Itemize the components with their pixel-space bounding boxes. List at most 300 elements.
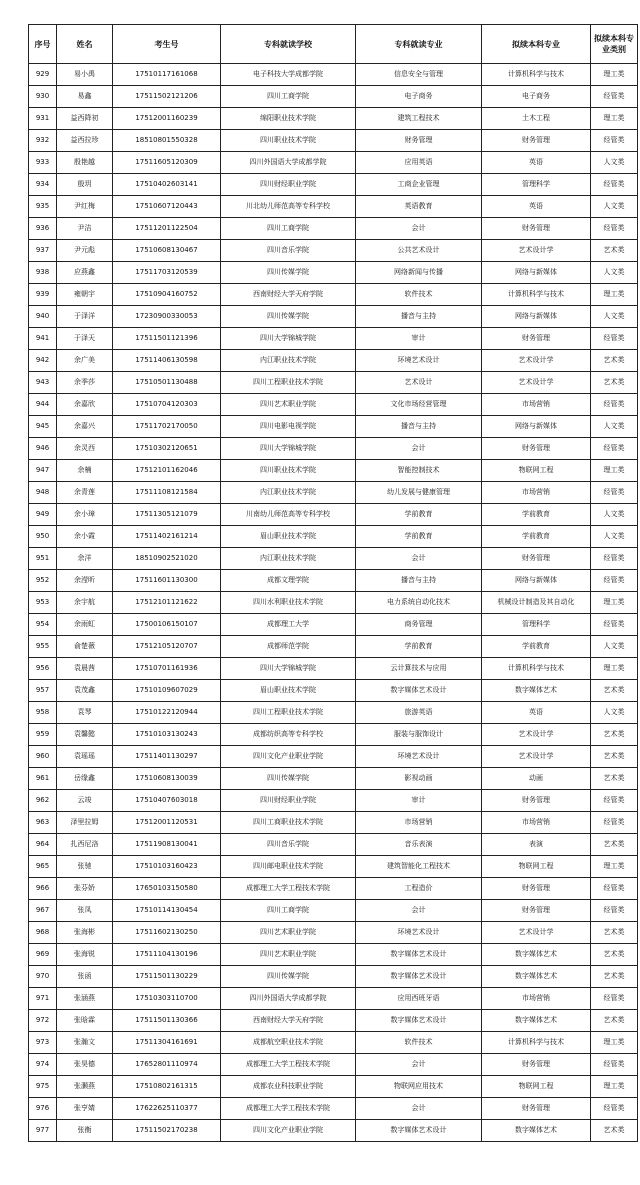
cell-serial: 960 — [29, 746, 57, 768]
cell-exam-number: 18510902521020 — [113, 548, 221, 570]
table-row — [29, 394, 638, 416]
cell-exam-number: 17650103150580 — [113, 878, 221, 900]
cell-serial: 967 — [29, 900, 57, 922]
cell-name: 袁馨懿 — [57, 724, 113, 746]
cell-exam-number: 17511104130196 — [113, 944, 221, 966]
cell-college: 川南幼儿师范高等专科学校 — [221, 504, 356, 526]
table-row — [29, 328, 638, 350]
cell-target-category: 理工类 — [591, 64, 638, 86]
cell-college-major: 应用西班牙语 — [356, 988, 482, 1010]
cell-target-category: 经管类 — [591, 900, 638, 922]
header-name: 姓名 — [57, 25, 113, 64]
cell-target-major: 计算机科学与技术 — [482, 64, 591, 86]
table-row — [29, 1010, 638, 1032]
cell-college-major: 数字媒体艺术设计 — [356, 680, 482, 702]
table-row — [29, 834, 638, 856]
cell-college: 四川传媒学院 — [221, 966, 356, 988]
cell-name: 岳缘鑫 — [57, 768, 113, 790]
cell-target-major: 网络与新媒体 — [482, 570, 591, 592]
table-row — [29, 416, 638, 438]
cell-target-major: 网络与新媒体 — [482, 416, 591, 438]
cell-college: 四川财经职业学院 — [221, 790, 356, 812]
cell-serial: 936 — [29, 218, 57, 240]
cell-name: 余小璋 — [57, 504, 113, 526]
cell-exam-number: 17510114130454 — [113, 900, 221, 922]
cell-target-category: 经管类 — [591, 812, 638, 834]
cell-serial: 962 — [29, 790, 57, 812]
cell-target-category: 理工类 — [591, 460, 638, 482]
cell-target-major: 数字媒体艺术 — [482, 1010, 591, 1032]
cell-target-major: 电子商务 — [482, 86, 591, 108]
cell-college: 四川艺术职业学院 — [221, 922, 356, 944]
cell-exam-number: 17510402603141 — [113, 174, 221, 196]
table-row — [29, 746, 638, 768]
table-row — [29, 218, 638, 240]
cell-target-major: 物联网工程 — [482, 460, 591, 482]
cell-name: 余楠 — [57, 460, 113, 482]
header-target-major: 拟续本科专业 — [482, 25, 591, 64]
cell-college-major: 会计 — [356, 548, 482, 570]
table-row — [29, 372, 638, 394]
cell-name: 余宇航 — [57, 592, 113, 614]
cell-college: 四川艺术职业学院 — [221, 944, 356, 966]
cell-name: 张衡 — [57, 1120, 113, 1142]
cell-target-major: 数字媒体艺术 — [482, 1120, 591, 1142]
cell-exam-number: 17512001120531 — [113, 812, 221, 834]
cell-target-category: 经管类 — [591, 328, 638, 350]
cell-name: 张涵燕 — [57, 988, 113, 1010]
cell-exam-number: 17510704120303 — [113, 394, 221, 416]
cell-college-major: 审计 — [356, 790, 482, 812]
cell-college: 四川财经职业学院 — [221, 174, 356, 196]
cell-name: 张瀚文 — [57, 1032, 113, 1054]
cell-college: 四川传媒学院 — [221, 262, 356, 284]
cell-college: 川北幼儿师范高等专科学校 — [221, 196, 356, 218]
cell-name: 张海锐 — [57, 944, 113, 966]
cell-serial: 946 — [29, 438, 57, 460]
cell-target-category: 艺术类 — [591, 724, 638, 746]
cell-target-category: 经管类 — [591, 1098, 638, 1120]
cell-exam-number: 17511401130297 — [113, 746, 221, 768]
cell-target-major: 市场营销 — [482, 482, 591, 504]
table-row — [29, 262, 638, 284]
cell-college-major: 播音与主持 — [356, 570, 482, 592]
table-row — [29, 702, 638, 724]
cell-exam-number: 17510122120944 — [113, 702, 221, 724]
cell-college-major: 影视动画 — [356, 768, 482, 790]
cell-college: 成都文理学院 — [221, 570, 356, 592]
cell-college-major: 学前教育 — [356, 526, 482, 548]
cell-name: 泽里拉姆 — [57, 812, 113, 834]
cell-college: 四川邮电职业技术学院 — [221, 856, 356, 878]
table-row — [29, 526, 638, 548]
cell-target-major: 财务管理 — [482, 218, 591, 240]
cell-serial: 976 — [29, 1098, 57, 1120]
cell-college: 四川传媒学院 — [221, 306, 356, 328]
cell-exam-number: 17510608130467 — [113, 240, 221, 262]
table-row — [29, 658, 638, 680]
cell-college: 四川大学锦城学院 — [221, 328, 356, 350]
cell-college: 四川大学锦城学院 — [221, 438, 356, 460]
cell-college: 成都纺织高等专科学校 — [221, 724, 356, 746]
cell-college: 四川工程职业技术学院 — [221, 702, 356, 724]
cell-exam-number: 17510303110700 — [113, 988, 221, 1010]
cell-target-category: 人文类 — [591, 306, 638, 328]
cell-target-major: 英语 — [482, 152, 591, 174]
cell-serial: 954 — [29, 614, 57, 636]
cell-serial: 961 — [29, 768, 57, 790]
cell-exam-number: 17510407603018 — [113, 790, 221, 812]
cell-college-major: 播音与主持 — [356, 306, 482, 328]
cell-college-major: 数字媒体艺术设计 — [356, 944, 482, 966]
cell-exam-number: 17511406130598 — [113, 350, 221, 372]
cell-college-major: 会计 — [356, 438, 482, 460]
header-college-major: 专科就读专业 — [356, 25, 482, 64]
cell-exam-number: 17512101121622 — [113, 592, 221, 614]
cell-target-category: 经管类 — [591, 614, 638, 636]
table-row — [29, 152, 638, 174]
cell-target-major: 物联网工程 — [482, 856, 591, 878]
table-row — [29, 306, 638, 328]
cell-college: 四川职业技术学院 — [221, 130, 356, 152]
cell-college: 四川外国语大学成都学院 — [221, 152, 356, 174]
cell-college-major: 音乐表演 — [356, 834, 482, 856]
cell-college: 四川工商职业技术学院 — [221, 812, 356, 834]
table-row — [29, 812, 638, 834]
cell-college: 眉山职业技术学院 — [221, 680, 356, 702]
cell-target-major: 计算机科学与技术 — [482, 284, 591, 306]
cell-college-major: 云计算技术与应用 — [356, 658, 482, 680]
cell-exam-number: 17511402161214 — [113, 526, 221, 548]
cell-serial: 953 — [29, 592, 57, 614]
cell-target-category: 艺术类 — [591, 944, 638, 966]
cell-target-category: 理工类 — [591, 856, 638, 878]
cell-name: 袁晨茜 — [57, 658, 113, 680]
header-row — [29, 25, 638, 64]
cell-name: 张昊德 — [57, 1054, 113, 1076]
cell-name: 张海彬 — [57, 922, 113, 944]
cell-target-major: 计算机科学与技术 — [482, 658, 591, 680]
cell-serial: 945 — [29, 416, 57, 438]
cell-exam-number: 17511703120539 — [113, 262, 221, 284]
cell-college: 四川职业技术学院 — [221, 460, 356, 482]
cell-target-category: 艺术类 — [591, 680, 638, 702]
cell-college: 成都农业科技职业学院 — [221, 1076, 356, 1098]
cell-college: 四川工商学院 — [221, 900, 356, 922]
cell-name: 应燕鑫 — [57, 262, 113, 284]
cell-college-major: 物联网应用技术 — [356, 1076, 482, 1098]
cell-target-category: 经管类 — [591, 174, 638, 196]
cell-college-major: 财务管理 — [356, 130, 482, 152]
cell-serial: 929 — [29, 64, 57, 86]
cell-college-major: 公共艺术设计 — [356, 240, 482, 262]
cell-target-category: 人文类 — [591, 526, 638, 548]
cell-exam-number: 17511201122504 — [113, 218, 221, 240]
cell-target-category: 人文类 — [591, 636, 638, 658]
cell-target-category: 经管类 — [591, 790, 638, 812]
cell-name: 袁琴 — [57, 702, 113, 724]
cell-serial: 966 — [29, 878, 57, 900]
table-row — [29, 592, 638, 614]
cell-target-major: 艺术设计学 — [482, 240, 591, 262]
cell-college: 成都理工大学 — [221, 614, 356, 636]
cell-target-category: 艺术类 — [591, 1120, 638, 1142]
cell-name: 余雨虹 — [57, 614, 113, 636]
cell-target-major: 财务管理 — [482, 1054, 591, 1076]
cell-target-category: 人文类 — [591, 504, 638, 526]
table-row — [29, 878, 638, 900]
cell-serial: 942 — [29, 350, 57, 372]
table-row — [29, 240, 638, 262]
cell-serial: 939 — [29, 284, 57, 306]
table-row — [29, 856, 638, 878]
cell-target-category: 经管类 — [591, 570, 638, 592]
cell-target-category: 理工类 — [591, 284, 638, 306]
cell-exam-number: 17510607120443 — [113, 196, 221, 218]
cell-college-major: 学前教育 — [356, 504, 482, 526]
cell-college: 成都师范学院 — [221, 636, 356, 658]
cell-exam-number: 17230900330053 — [113, 306, 221, 328]
cell-exam-number: 17511501130229 — [113, 966, 221, 988]
cell-target-major: 艺术设计学 — [482, 922, 591, 944]
cell-exam-number: 17510701161936 — [113, 658, 221, 680]
cell-target-major: 土木工程 — [482, 108, 591, 130]
table-header — [29, 25, 638, 64]
cell-exam-number: 17510501130488 — [113, 372, 221, 394]
table-row — [29, 790, 638, 812]
cell-target-category: 人文类 — [591, 702, 638, 724]
cell-serial: 959 — [29, 724, 57, 746]
table-row — [29, 1054, 638, 1076]
table-row — [29, 1098, 638, 1120]
cell-name: 益西拉珍 — [57, 130, 113, 152]
cell-name: 袁茂鑫 — [57, 680, 113, 702]
cell-college: 成都理工大学工程技术学院 — [221, 1054, 356, 1076]
cell-college-major: 网络新闻与传播 — [356, 262, 482, 284]
cell-college-major: 幼儿发展与健康管理 — [356, 482, 482, 504]
cell-target-major: 数字媒体艺术 — [482, 680, 591, 702]
cell-name: 易鑫 — [57, 86, 113, 108]
cell-college-major: 会计 — [356, 218, 482, 240]
cell-name: 尹洁 — [57, 218, 113, 240]
cell-college-major: 市场营销 — [356, 812, 482, 834]
cell-name: 张凤 — [57, 900, 113, 922]
cell-college: 四川大学锦城学院 — [221, 658, 356, 680]
cell-target-category: 理工类 — [591, 592, 638, 614]
admission-list-sheet — [28, 24, 634, 1142]
cell-name: 殷玥 — [57, 174, 113, 196]
cell-target-major: 英语 — [482, 196, 591, 218]
cell-serial: 968 — [29, 922, 57, 944]
table-row — [29, 86, 638, 108]
table-body — [29, 64, 638, 1142]
cell-name: 于泽天 — [57, 328, 113, 350]
table-row — [29, 174, 638, 196]
cell-serial: 944 — [29, 394, 57, 416]
table-row — [29, 284, 638, 306]
cell-exam-number: 17511305121079 — [113, 504, 221, 526]
cell-name: 扎西尼洛 — [57, 834, 113, 856]
cell-name: 张芬娇 — [57, 878, 113, 900]
cell-name: 殷艳越 — [57, 152, 113, 174]
cell-exam-number: 17510608130039 — [113, 768, 221, 790]
cell-college: 西南财经大学天府学院 — [221, 284, 356, 306]
cell-exam-number: 18510801550328 — [113, 130, 221, 152]
cell-target-category: 经管类 — [591, 548, 638, 570]
cell-serial: 955 — [29, 636, 57, 658]
cell-college: 眉山职业技术学院 — [221, 526, 356, 548]
table-row — [29, 1120, 638, 1142]
cell-name: 余小霞 — [57, 526, 113, 548]
cell-target-major: 财务管理 — [482, 328, 591, 350]
cell-target-category: 艺术类 — [591, 350, 638, 372]
cell-exam-number: 17511501130366 — [113, 1010, 221, 1032]
cell-serial: 969 — [29, 944, 57, 966]
cell-target-major: 财务管理 — [482, 130, 591, 152]
cell-name: 余滢昕 — [57, 570, 113, 592]
table-row — [29, 504, 638, 526]
cell-college: 四川文化产业职业学院 — [221, 746, 356, 768]
cell-serial: 970 — [29, 966, 57, 988]
cell-college-major: 环境艺术设计 — [356, 746, 482, 768]
cell-target-category: 艺术类 — [591, 922, 638, 944]
cell-name: 余嘉兴 — [57, 416, 113, 438]
cell-name: 余嘉欣 — [57, 394, 113, 416]
cell-target-major: 财务管理 — [482, 1098, 591, 1120]
cell-college: 四川外国语大学成都学院 — [221, 988, 356, 1010]
cell-target-category: 人文类 — [591, 416, 638, 438]
cell-target-major: 学前教育 — [482, 526, 591, 548]
cell-target-major: 市场营销 — [482, 394, 591, 416]
cell-target-category: 人文类 — [591, 262, 638, 284]
cell-target-major: 财务管理 — [482, 878, 591, 900]
table-row — [29, 922, 638, 944]
table-row — [29, 636, 638, 658]
cell-target-category: 理工类 — [591, 108, 638, 130]
cell-target-category: 艺术类 — [591, 240, 638, 262]
cell-college-major: 建筑智能化工程技术 — [356, 856, 482, 878]
cell-target-category: 艺术类 — [591, 1010, 638, 1032]
cell-serial: 933 — [29, 152, 57, 174]
table-row — [29, 1032, 638, 1054]
table-row — [29, 460, 638, 482]
cell-serial: 964 — [29, 834, 57, 856]
cell-target-category: 艺术类 — [591, 834, 638, 856]
cell-target-major: 财务管理 — [482, 548, 591, 570]
cell-serial: 935 — [29, 196, 57, 218]
cell-target-major: 财务管理 — [482, 438, 591, 460]
cell-target-major: 市场营销 — [482, 988, 591, 1010]
cell-college: 四川音乐学院 — [221, 240, 356, 262]
cell-college: 四川传媒学院 — [221, 768, 356, 790]
cell-exam-number: 17511702170050 — [113, 416, 221, 438]
cell-college-major: 会计 — [356, 1098, 482, 1120]
cell-serial: 971 — [29, 988, 57, 1010]
cell-name: 张晗霖 — [57, 1010, 113, 1032]
cell-target-major: 物联网工程 — [482, 1076, 591, 1098]
cell-college-major: 审计 — [356, 328, 482, 350]
header-serial: 序号 — [29, 25, 57, 64]
table-row — [29, 680, 638, 702]
cell-serial: 957 — [29, 680, 57, 702]
cell-college: 西南财经大学天府学院 — [221, 1010, 356, 1032]
cell-exam-number: 17511601130300 — [113, 570, 221, 592]
cell-college-major: 电子商务 — [356, 86, 482, 108]
header-exam-number: 考生号 — [113, 25, 221, 64]
cell-serial: 974 — [29, 1054, 57, 1076]
cell-name: 俞楚薇 — [57, 636, 113, 658]
cell-target-major: 动画 — [482, 768, 591, 790]
cell-target-major: 管理科学 — [482, 174, 591, 196]
cell-college: 内江职业技术学院 — [221, 482, 356, 504]
cell-exam-number: 17511502170238 — [113, 1120, 221, 1142]
cell-college: 四川工程职业技术学院 — [221, 372, 356, 394]
table-row — [29, 130, 638, 152]
cell-name: 雍朝宇 — [57, 284, 113, 306]
cell-target-category: 理工类 — [591, 658, 638, 680]
cell-serial: 952 — [29, 570, 57, 592]
header-target-category: 拟续本科专业类别 — [591, 25, 638, 64]
cell-serial: 950 — [29, 526, 57, 548]
cell-college-major: 旅游英语 — [356, 702, 482, 724]
cell-exam-number: 17500106150107 — [113, 614, 221, 636]
cell-target-category: 人文类 — [591, 196, 638, 218]
cell-exam-number: 17510117161068 — [113, 64, 221, 86]
cell-college: 四川工商学院 — [221, 218, 356, 240]
cell-target-category: 经管类 — [591, 878, 638, 900]
table-row — [29, 988, 638, 1010]
cell-college: 电子科技大学成都学院 — [221, 64, 356, 86]
cell-target-category: 艺术类 — [591, 746, 638, 768]
table-row — [29, 64, 638, 86]
cell-serial: 938 — [29, 262, 57, 284]
cell-exam-number: 17511908130041 — [113, 834, 221, 856]
cell-name: 益西降初 — [57, 108, 113, 130]
cell-college: 成都航空职业技术学院 — [221, 1032, 356, 1054]
table-row — [29, 900, 638, 922]
cell-serial: 947 — [29, 460, 57, 482]
cell-target-major: 艺术设计学 — [482, 746, 591, 768]
table-row — [29, 196, 638, 218]
cell-name: 余季莎 — [57, 372, 113, 394]
cell-college-major: 文化市场经营管理 — [356, 394, 482, 416]
cell-exam-number: 17510302120651 — [113, 438, 221, 460]
cell-target-major: 艺术设计学 — [482, 372, 591, 394]
cell-target-category: 艺术类 — [591, 966, 638, 988]
cell-college: 四川水利职业技术学院 — [221, 592, 356, 614]
cell-college-major: 软件技术 — [356, 1032, 482, 1054]
table-row — [29, 768, 638, 790]
cell-serial: 958 — [29, 702, 57, 724]
cell-target-category: 理工类 — [591, 1032, 638, 1054]
cell-target-major: 管理科学 — [482, 614, 591, 636]
cell-target-major: 市场营销 — [482, 812, 591, 834]
cell-exam-number: 17511108121584 — [113, 482, 221, 504]
cell-college: 四川音乐学院 — [221, 834, 356, 856]
cell-target-category: 经管类 — [591, 988, 638, 1010]
cell-name: 袁瑶瑶 — [57, 746, 113, 768]
cell-serial: 965 — [29, 856, 57, 878]
cell-exam-number: 17511502121206 — [113, 86, 221, 108]
cell-college-major: 会计 — [356, 900, 482, 922]
cell-exam-number: 17510103130243 — [113, 724, 221, 746]
table-row — [29, 108, 638, 130]
cell-serial: 977 — [29, 1120, 57, 1142]
admission-list-table — [28, 24, 638, 1142]
cell-college: 四川文化产业职业学院 — [221, 1120, 356, 1142]
cell-college-major: 服装与服饰设计 — [356, 724, 482, 746]
header-college: 专科就读学校 — [221, 25, 356, 64]
